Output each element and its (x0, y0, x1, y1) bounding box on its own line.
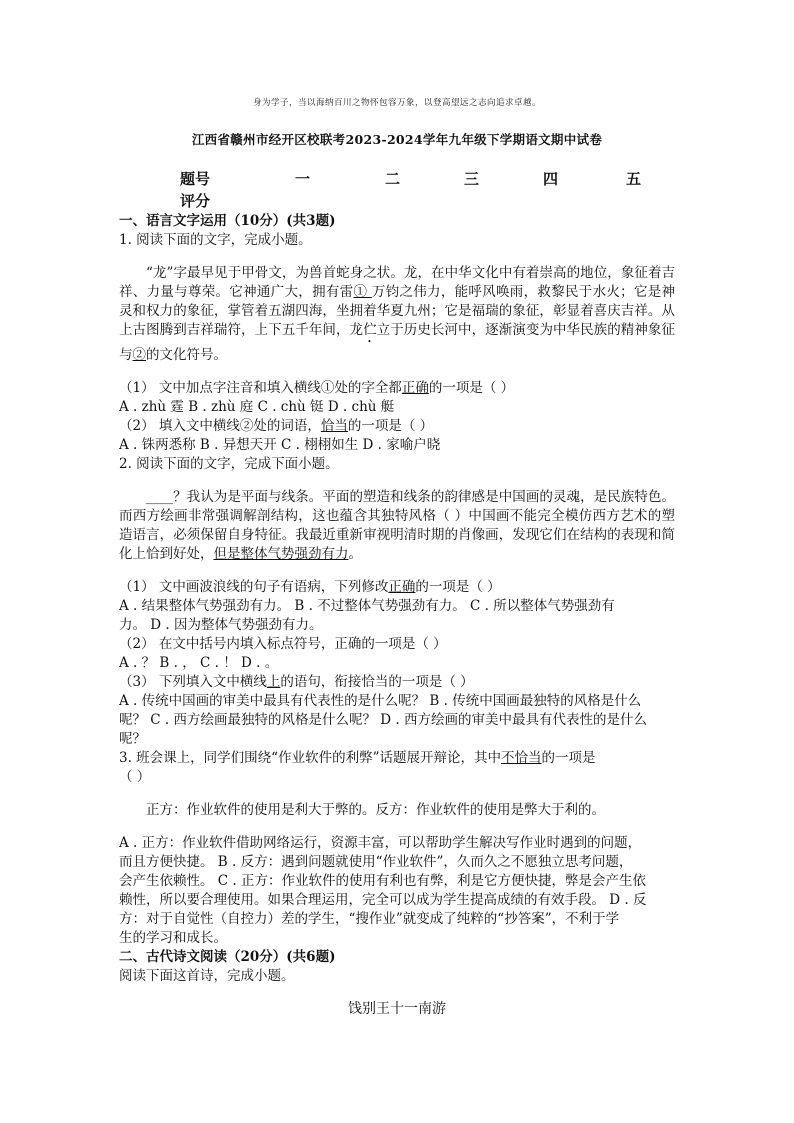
q1-stem: 1. 阅读下面的文字，完成小题。 (119, 232, 312, 248)
blank-1: ① (353, 284, 372, 300)
q3-options-4: 赖性，所以要合理使用。如果合理运用，完全可以成为学生提高成绩的有效手段。 D . 反 (119, 892, 647, 908)
blank-2: ② (132, 347, 146, 363)
poem-title: 饯别王十一南游 (348, 1001, 446, 1017)
exam-content (119, 212, 675, 1019)
score-header-row (180, 168, 650, 190)
q3-options-6: 生的学习和成长。 (119, 930, 227, 946)
score-row-label: 评分 (180, 192, 211, 210)
q2-sub3-options-1: A . 传统中国画的审美中最具有代表性的是什么呢？ B . 传统中国画最独特的风格是什么 (119, 693, 642, 709)
q1-sub2-options: A . 铢两悉称 B . 异想天开 C . 栩栩如生 D . 家喻户晓 (119, 437, 441, 453)
q2-sub1-options-1: A . 结果整体气势强劲有力。 B . 不过整体气势强劲有力。 C . 所以整体气势强劲有 (119, 598, 615, 614)
dotted-char: 伫 (363, 322, 377, 338)
q2-stem: 2. 阅读下面的文字，完成下面小题。 (119, 456, 339, 472)
wavy-sentence: 但是整体气势强劲有力 (213, 546, 349, 562)
score-cell-2: 二 (385, 170, 401, 188)
q2-sub2-options: A . ？ B . ， C . ！ D . 。 (119, 655, 279, 671)
score-cell-5: 五 (626, 170, 642, 188)
q1-sub1-options: A . zhù 霆 B . zhù 庭 C . chù 铤 D . chù 艇 (119, 399, 395, 415)
q2-sub3: （3） 下列填入文中横线上的语句，衔接恰当的一项是（ ） (119, 674, 474, 690)
q2-sub1-options-2: 力。 D . 因为整体气势强劲有力。 (119, 617, 323, 633)
q2-passage: ____？我认为是平面与线条。平面的塑造和线条的韵律感是中国画的灵魂，是民族特色。而西方绘画非常强调解剖结构，这也蕴含其独特风格（ ）中国画不能完全模仿西方艺术的塑造语言，必须保留自身特征。我最近重新审视明清时期的肖像画，发现它们在结构的表现和简化上恰到好处，但是整体气势强劲有力。 (119, 489, 676, 562)
q2-sub3-options-2: 呢？ C . 西方绘画最独特的风格是什么呢？ D . 西方绘画的审美中最具有代表性的是什么 (119, 712, 647, 728)
score-cell-3: 三 (464, 170, 480, 188)
q1-passage: “龙”字最早见于甲骨文，为兽首蛇身之状。龙，在中华文化中有着崇高的地位，象征着吉祥、力量与尊荣。它神通广大，拥有雷① 万钧之伟力，能呼风唤雨，救黎民于水火；它是神灵和权力的象征，掌管着五湖四海，坐拥着华夏九州；它是福瑞的象征，彰显着喜庆吉祥。从上古图腾到吉祥瑞符，上下五千年间，龙伫立于历史长河中，逐渐演变为中华民族的精神象征与②的文化符号。 (119, 265, 676, 363)
q1-sub1: （1） 文中加点字注音和填入横线①处的字全都正确的一项是（ ） (119, 380, 515, 396)
q3-paren: （ ） (119, 769, 151, 785)
q2-sub1: （1） 文中画波浪线的句子有语病，下列修改正确的一项是（ ） (119, 579, 501, 595)
q3-options-1: A . 正方：作业软件借助网络运行，资源丰富，可以帮助学生解决写作业时遇到的问题， (119, 835, 642, 851)
q2-sub3-options-3: 呢？ (119, 731, 146, 747)
q3-options-3: 会产生依赖性。 C . 正方：作业软件的使用有利也有弊，利是它方便快捷，弊是会产生依 (119, 873, 646, 889)
q1-sub2: （2） 填入文中横线②处的词语，恰当的一项是（ ） (119, 418, 434, 434)
score-cell-1: 一 (295, 170, 311, 188)
section2-intro: 阅读下面这首诗，完成小题。 (119, 968, 295, 984)
score-value-row (180, 190, 650, 212)
q3-debate: 正方：作业软件的使用是利大于弊的。反方：作业软件的使用是弊大于利的。 (146, 802, 605, 818)
exam-title: 江西省赣州市经开区校联考2023-2024学年九年级下学期语文期中试卷 (191, 132, 603, 147)
score-cell-4: 四 (543, 170, 559, 188)
score-cell-label: 题号 (180, 170, 211, 188)
q2-sub2: （2） 在文中括号内填入标点符号，正确的一项是（ ） (119, 636, 447, 652)
section1-heading: 一、语言文字运用（10分）(共3题) (119, 213, 336, 229)
section2-heading: 二、古代诗文阅读（20分）(共6题) (119, 949, 336, 965)
q3-stem: 3. 班会课上，同学们围绕“作业软件的利弊”话题展开辩论，其中不恰当的一项是 (119, 750, 596, 766)
score-table (180, 168, 650, 212)
q3-options-2: 而且方便快捷。 B . 反方：遇到问题就使用“作业软件”，久而久之不愿独立思考问题， (119, 854, 633, 870)
q3-options-5: 方：对于自觉性（自控力）差的学生，“搜作业”就变成了纯粹的“抄答案”，不利于学 (119, 911, 620, 927)
header-motto: 身为学子，当以海纳百川之物怀包容万象，以登高望远之志向追求卓越。 (252, 98, 541, 108)
